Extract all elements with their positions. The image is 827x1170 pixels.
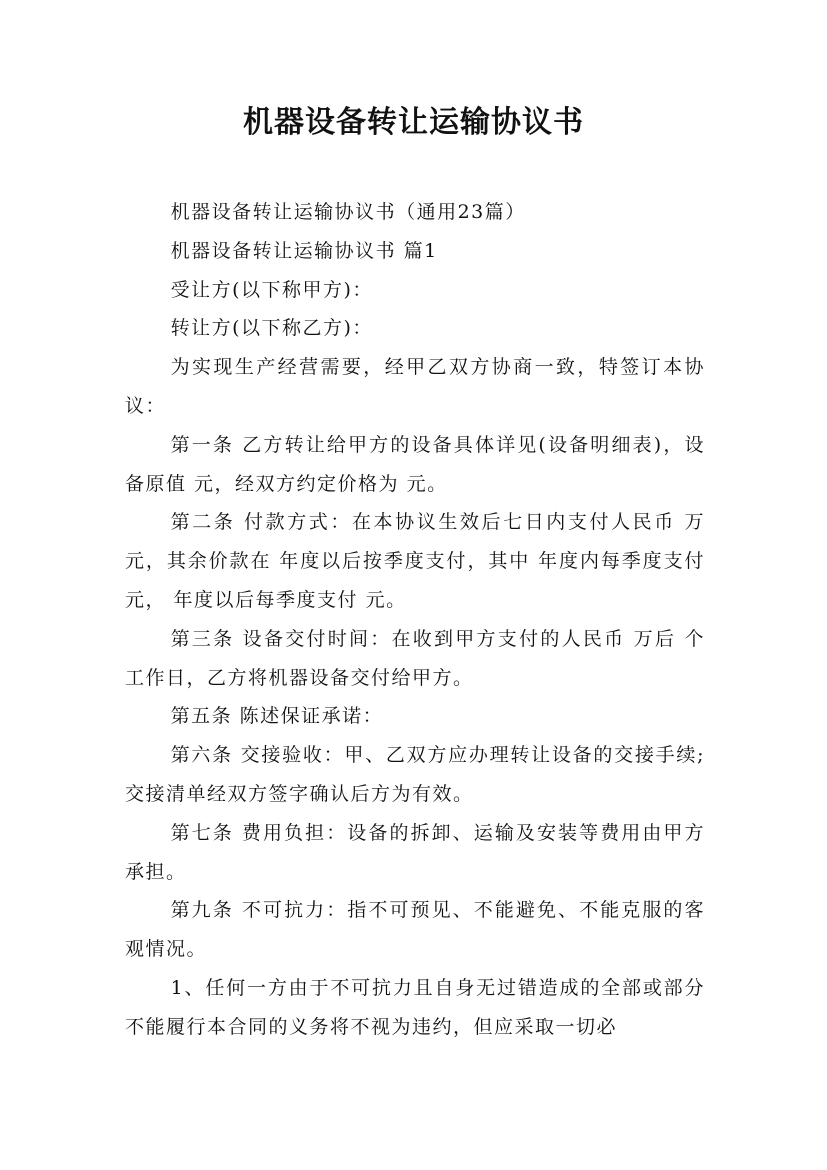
document-title: 机器设备转让运输协议书 [243,105,584,140]
article-2-paragraph: 第二条 付款方式：在本协议生效后七日内支付人民币 万元，其余价款在 年度以后按季度支付，其中 年度内每季度支付 元， 年度以后每季度支付 元。 [125,511,705,611]
article-9-paragraph: 第九条 不可抗力：指不可预见、不能避免、不能克服的客观情况。 [125,899,705,961]
preamble-paragraph: 为实现生产经营需要，经甲乙双方协商一致，特签订本协议： [125,356,705,417]
force-majeure-clause-1: 1、任何一方由于不可抗力且自身无过错造成的全部或部分不能履行本合同的义务将不视为违约，但应采取一切必 [125,976,705,1038]
article-3-paragraph: 第三条 设备交付时间：在收到甲方支付的人民币 万后 个工作日，乙方将机器设备交付给甲方。 [125,627,705,689]
section-heading: 机器设备转让运输协议书 篇1 [170,239,438,262]
party-a-line: 受让方(以下称甲方)： [170,278,373,301]
article-5-paragraph: 第五条 陈述保证承诺： [170,705,384,728]
article-1-paragraph: 第一条 乙方转让给甲方的设备具体详见(设备明细表)，设备原值 元，经双方约定价格为 元。 [125,433,705,495]
article-6-paragraph: 第六条 交接验收：甲、乙双方应办理转让设备的交接手续;交接清单经双方签字确认后方为有效。 [125,744,705,805]
document-body [125,193,705,1047]
subtitle-line: 机器设备转让运输协议书（通用23篇） [170,201,526,223]
article-7-paragraph: 第七条 费用负担：设备的拆卸、运输及安装等费用由甲方承担。 [125,821,705,883]
party-b-line: 转让方(以下称乙方)： [170,317,373,340]
